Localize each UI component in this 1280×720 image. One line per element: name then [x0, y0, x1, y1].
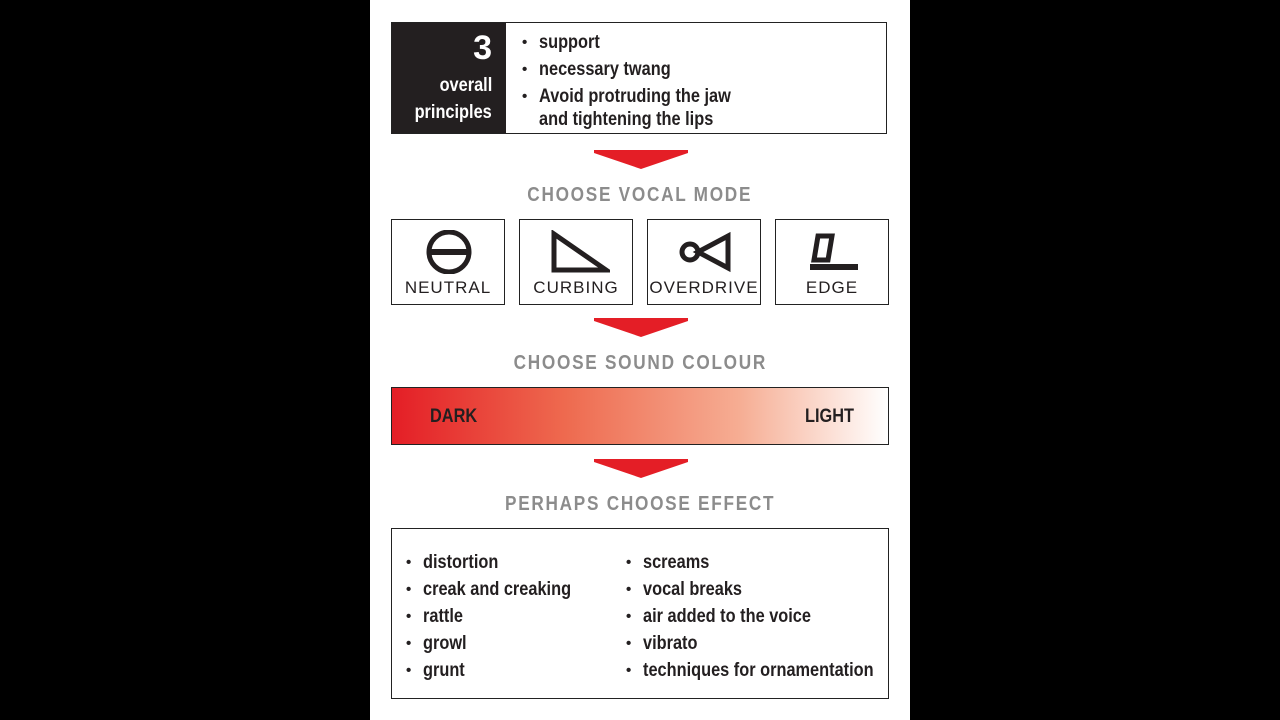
mode-curbing	[519, 219, 633, 305]
heading-vocal-mode: CHOOSE VOCAL MODE	[527, 184, 753, 206]
effects-box	[391, 528, 889, 699]
principle-item: • Avoid protruding the jaw	[522, 85, 762, 108]
curbing-icon	[550, 230, 610, 274]
down-arrow-icon	[594, 462, 688, 478]
principle-item: • support	[522, 31, 762, 54]
effect-item: • vibrato	[626, 630, 911, 657]
principle-item-continuation: and tightening the lips	[539, 109, 714, 130]
diagram-page	[370, 0, 910, 720]
heading-effect: PERHAPS CHOOSE EFFECT	[504, 493, 776, 515]
effects-list-right	[626, 549, 911, 684]
principles-list	[522, 31, 762, 135]
down-arrow-icon	[594, 321, 688, 337]
heading-sound-colour: CHOOSE SOUND COLOUR	[513, 352, 767, 374]
effect-item: • rattle	[406, 603, 595, 630]
effect-item: • screams	[626, 549, 911, 576]
down-arrow-icon	[594, 153, 688, 169]
effects-list-left	[406, 549, 595, 684]
principles-label-panel	[392, 23, 506, 133]
principles-label-line2: principles	[414, 102, 492, 123]
mode-overdrive	[647, 219, 761, 305]
mode-label: OVERDRIVE	[649, 278, 759, 297]
effect-item: • techniques for ornamentation	[626, 657, 911, 684]
effect-item: • distortion	[406, 549, 595, 576]
principles-label-line1: overall	[439, 75, 492, 96]
mode-edge	[775, 219, 889, 305]
mode-label: EDGE	[805, 278, 859, 297]
sound-colour-gradient	[391, 387, 889, 445]
mode-neutral	[391, 219, 505, 305]
neutral-icon	[422, 230, 476, 274]
colour-light-label: LIGHT	[804, 406, 854, 427]
colour-dark-label: DARK	[430, 406, 478, 427]
overdrive-icon	[678, 230, 738, 274]
effect-item: • grunt	[406, 657, 595, 684]
effect-item: • creak and creaking	[406, 576, 595, 603]
principles-count: 3	[473, 29, 492, 67]
effect-item: • vocal breaks	[626, 576, 911, 603]
principle-item: • necessary twang	[522, 58, 762, 81]
principles-box	[391, 22, 887, 134]
mode-label: NEUTRAL	[404, 278, 492, 297]
effect-item: • growl	[406, 630, 595, 657]
mode-label: CURBING	[533, 278, 619, 297]
effect-item: • air added to the voice	[626, 603, 911, 630]
edge-icon	[806, 230, 866, 274]
